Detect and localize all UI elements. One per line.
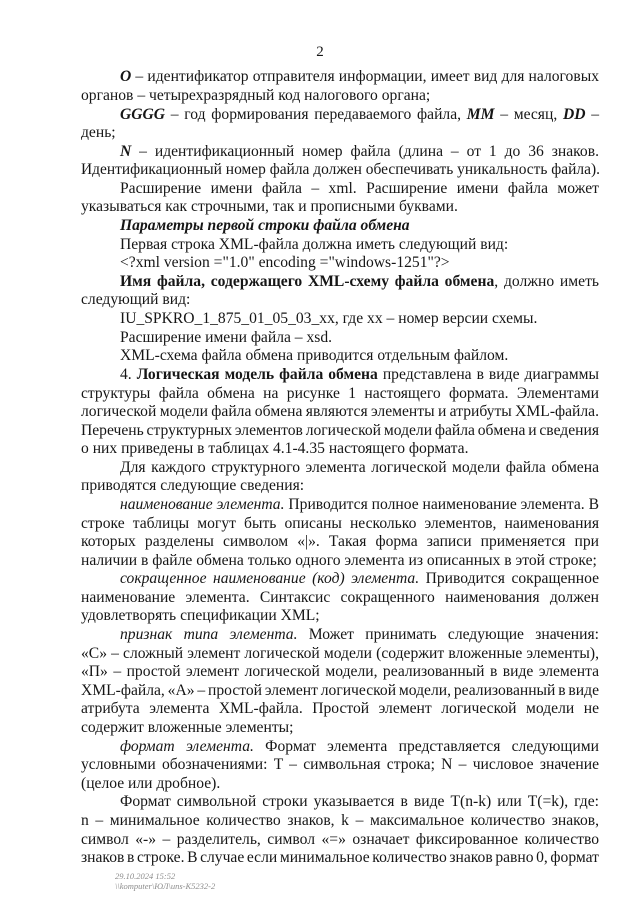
text-line — [81, 533, 599, 551]
emphasized-text: Параметры первой строки файла обмена — [120, 217, 410, 234]
text-span: Может принимать следующие значения: — [297, 626, 600, 643]
text-span: «С» – сложный элемент логической модели (содержит вложенные элементы), — [81, 645, 599, 662]
text-line — [120, 143, 599, 161]
text-line — [120, 626, 599, 644]
emphasized-text: N — [120, 143, 132, 160]
text-span: Расширение имени файла – xml. Расширение имени файла может — [120, 180, 599, 197]
page-number: 2 — [316, 44, 324, 60]
text-span: знаков в строке. В случае если минимальное количество знаков равно 0, формат — [81, 849, 599, 866]
text-line — [120, 217, 410, 235]
text-line — [120, 570, 599, 588]
text-span: содержит вложенные элементы; — [81, 719, 294, 736]
text-line — [81, 775, 220, 793]
text-span: строке таблицы могут быть описаны несколько элементов, наименования — [81, 515, 599, 532]
text-span: – месяц, — [494, 106, 563, 123]
text-span: органов – четырехразрядный код налогового органа; — [81, 87, 431, 104]
text-span: следующий вид: — [81, 291, 191, 308]
text-line — [120, 347, 508, 365]
text-span: (целое или дробное). — [81, 775, 221, 792]
text-line — [81, 849, 599, 867]
text-line — [120, 793, 599, 811]
text-line — [120, 106, 599, 124]
emphasized-text: сокращенное наименование (код) элемента. — [120, 570, 420, 587]
text-line — [81, 756, 599, 774]
text-line — [120, 180, 599, 198]
text-line — [120, 459, 599, 477]
text-span: – год формирования передаваемого файла, — [165, 106, 467, 123]
text-span: о них приведены в таблицах 4.1-4.35 настоящего формата. — [81, 440, 469, 457]
text-span: , должно иметь — [494, 273, 599, 290]
emphasized-text: Логическая модель файла обмена — [136, 366, 378, 383]
emphasized-text: Имя файла, содержащего XML-схему файла обмена — [120, 273, 495, 290]
text-line — [81, 403, 599, 421]
text-line — [120, 366, 599, 384]
text-span: Первая строка XML-файла должна иметь следующий вид: — [120, 236, 509, 253]
text-span: XML-схема файла обмена приводится отдельным файлом. — [120, 347, 509, 364]
text-line — [81, 161, 600, 179]
text-span: n – минимальное количество знаков, k – максимальное количество знаков, — [81, 812, 599, 829]
text-span: – — [585, 106, 599, 123]
text-span: Перечень структурных элементов логической модели файла обмена и сведения — [81, 422, 599, 439]
text-line — [120, 254, 450, 272]
text-span: XML-файла, «А» – простой элемент логической модели, реализованный в виде — [81, 682, 599, 699]
text-span: наличии в файле обмена только одного элемента из описанных в этой строке; — [81, 552, 597, 569]
text-line — [81, 645, 599, 663]
text-line — [120, 738, 599, 756]
text-span: Приводится полное наименование элемента. В — [284, 496, 599, 513]
text-span: Идентификационный номер файла должен обеспечивать уникальность файла). — [81, 161, 600, 178]
emphasized-text: O — [120, 68, 132, 85]
text-span: наименование элемента. Синтаксис сокращенного наименования должен — [81, 589, 599, 606]
text-line — [120, 68, 599, 86]
text-span: Формат символьной строки указывается в виде T(n-k) или T(=k), где: — [120, 793, 599, 810]
text-span: – идентификатор отправителя информации, имеет вид для налоговых — [131, 68, 599, 85]
text-span: IU_SPKRO_1_875_01_05_03_xx, где xx – номер версии схемы. — [120, 310, 538, 327]
emphasized-text: наименование элемента. — [120, 496, 285, 513]
text-line — [120, 496, 599, 514]
text-span: «П» – простой элемент логической модели, реализованный в виде элемента — [81, 663, 599, 680]
footer-file-path: \\komputer\ЮЛ\uns-K5232-2 — [115, 881, 216, 891]
text-span: представлена в виде диаграммы — [377, 366, 600, 383]
text-line — [120, 273, 599, 291]
text-span: день; — [81, 124, 116, 141]
text-span: атрибута элемента XML-файла. Простой элемент логической модели не — [81, 700, 599, 717]
emphasized-text: GGGG — [120, 106, 166, 123]
text-span: удовлетворять спецификации XML; — [81, 607, 320, 624]
text-line — [81, 682, 599, 700]
text-line — [81, 589, 599, 607]
text-line — [81, 477, 304, 495]
text-line — [81, 87, 430, 105]
text-span: условными обозначениями: T – символьная строка; N – числовое значение — [81, 756, 599, 773]
text-span: указываться как строчными, так и прописными буквами. — [81, 198, 458, 215]
text-span: приводятся следующие сведения: — [81, 477, 305, 494]
footer-timestamp: 29.10.2024 15:52 — [115, 871, 176, 881]
text-span: 4. — [120, 366, 137, 383]
text-line — [81, 663, 599, 681]
text-span: Для каждого структурного элемента логической модели файла обмена — [120, 459, 599, 476]
emphasized-text: формат элемента. — [120, 738, 254, 755]
text-span: логической модели файла обмена являются элементы и атрибуты XML-файла. — [81, 403, 599, 420]
emphasized-text: признак типа элемента. — [120, 626, 298, 643]
text-line — [81, 719, 293, 737]
text-line — [81, 700, 599, 718]
emphasized-text: MM — [466, 106, 495, 123]
text-line — [81, 515, 599, 533]
text-span: Приводится сокращенное — [419, 570, 599, 587]
text-line — [81, 124, 116, 142]
text-line — [81, 385, 599, 403]
text-line — [81, 198, 458, 216]
text-span: структуры файла обмена на рисунке 1 настоящего формата. Элементами — [81, 385, 599, 402]
text-line — [81, 812, 599, 830]
text-line — [81, 552, 597, 570]
text-line — [120, 329, 332, 347]
emphasized-text: DD — [562, 106, 586, 123]
text-line — [81, 291, 190, 309]
text-span: которых разделены символом «|». Такая форма записи применяется при — [81, 533, 599, 550]
text-line — [120, 310, 537, 328]
text-line — [120, 236, 508, 254]
text-span: <?xml version ="1.0" encoding ="windows-1251"?> — [120, 254, 450, 271]
text-line — [81, 607, 320, 625]
text-line — [81, 831, 599, 849]
text-span: – идентификационный номер файла (длина – от 1 до 36 знаков. — [131, 143, 599, 160]
text-line — [81, 422, 599, 440]
text-line — [81, 440, 469, 458]
text-span: символ «-» – разделитель, символ «=» означает фиксированное количество — [81, 831, 599, 848]
text-span: Формат элемента представляется следующими — [253, 738, 599, 755]
text-span: Расширение имени файла – xsd. — [120, 329, 333, 346]
